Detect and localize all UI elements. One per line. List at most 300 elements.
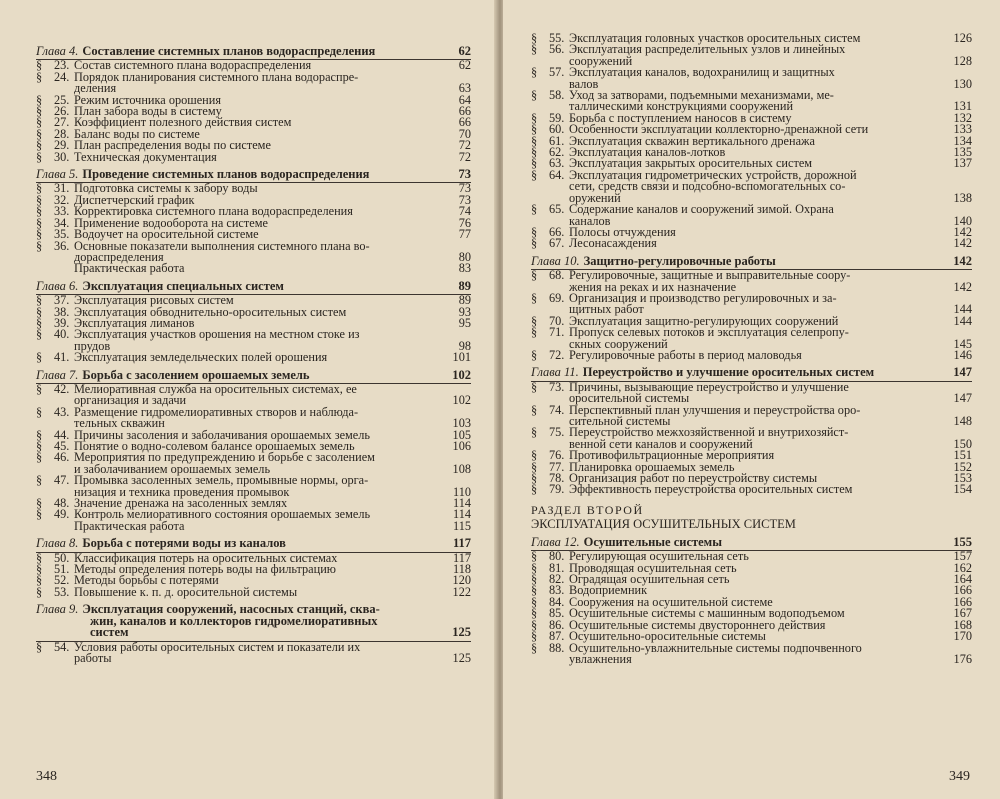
section-sign-icon: § xyxy=(531,402,538,417)
section-sign-icon: § xyxy=(531,640,538,655)
chapter-title: Переустройство и улучшение оросительных систем xyxy=(582,365,875,380)
section-title: План распределения воды по системе xyxy=(74,138,271,153)
section-number: 28. xyxy=(54,126,70,141)
section-sign-icon: § xyxy=(36,293,43,308)
section-title: Регулировочные работы в период маловодья xyxy=(569,347,802,362)
section-sign-icon: § xyxy=(531,110,538,125)
section-sign-icon: § xyxy=(36,115,43,130)
right-page xyxy=(503,0,1000,799)
section-sign-icon: § xyxy=(36,381,43,396)
chapter-title: Защитно-регулировочные работы xyxy=(583,253,776,268)
section-title: Эксплуатация земледельческих полей орошения xyxy=(74,350,328,365)
section-number: 59. xyxy=(549,110,565,125)
section-number: 26. xyxy=(54,104,70,119)
section-page: 122 xyxy=(452,584,471,599)
chapter-page: 62 xyxy=(458,44,471,58)
section-page: 89 xyxy=(458,293,471,308)
chapter-title: Борьба с потерями воды из каналов xyxy=(82,536,286,551)
section-page: 162 xyxy=(953,560,972,575)
section-number: 81. xyxy=(549,560,565,575)
section-number: 46. xyxy=(54,450,70,465)
toc-entry xyxy=(531,238,972,249)
section-title: Промывка засоленных земель, промывные нормы, орга- xyxy=(74,473,369,488)
section-page: 142 xyxy=(953,224,972,239)
section-title: Эксплуатация распределительных узлов и линейных xyxy=(569,42,846,57)
section-title: Применение водооборота на системе xyxy=(74,215,268,230)
section-title-continued: работы xyxy=(74,650,112,665)
section-sign-icon: § xyxy=(36,639,43,654)
section-number: 60. xyxy=(549,122,565,137)
section-sign-icon: § xyxy=(36,69,43,84)
section-title: Эксплуатация обводнительно-оросительных систем xyxy=(74,304,347,319)
section-number: 67. xyxy=(549,236,565,251)
section-sign-icon: § xyxy=(531,167,538,182)
section-sign-icon: § xyxy=(36,573,43,588)
section-number: 77. xyxy=(549,459,565,474)
page-number-left: 348 xyxy=(36,769,57,784)
section-sign-icon: § xyxy=(36,450,43,465)
section-number: 36. xyxy=(54,238,70,253)
section-number: 62. xyxy=(549,145,565,160)
section-page: 144 xyxy=(953,313,972,328)
section-number: 45. xyxy=(54,439,70,453)
section-page: 166 xyxy=(953,594,972,609)
section-number: 38. xyxy=(54,304,70,319)
chapter-title-wrap xyxy=(36,46,439,57)
left-page xyxy=(0,0,497,799)
section-number: 47. xyxy=(54,473,70,488)
section-title-continued: и заболачиванием орошаемых земель xyxy=(74,461,271,476)
section-page: 95 xyxy=(458,315,471,330)
chapter-title: Составление системных планов водораспределения xyxy=(82,44,376,58)
section-page: 137 xyxy=(953,156,972,171)
chapter-label: Глава 9. xyxy=(36,602,79,617)
chapter-title: Проведение системных планов водораспределения xyxy=(82,167,370,182)
toc-entry xyxy=(36,584,471,599)
section-number: 70. xyxy=(549,313,565,328)
toc-entry-continuation xyxy=(36,518,471,533)
section-number: 25. xyxy=(54,92,70,107)
section-number: 34. xyxy=(54,215,70,230)
chapter-title-wrap xyxy=(531,367,940,378)
section-page: 144 xyxy=(953,302,972,317)
section-sign-icon: § xyxy=(36,204,43,219)
section-number: 66. xyxy=(549,224,565,239)
section-number: 31. xyxy=(54,181,70,196)
section-title: Значение дренажа на засоленных землях xyxy=(74,496,288,511)
toc-entry xyxy=(36,352,471,363)
section-sign-icon: § xyxy=(36,584,43,599)
toc-entry xyxy=(531,484,972,495)
section-page: 176 xyxy=(953,651,972,666)
section-title: Причины засоления и заболачивания орошаемых земель xyxy=(74,427,371,442)
section-sign-icon: § xyxy=(531,268,538,283)
section-title-continued: жения на реках и их назначение xyxy=(569,279,737,294)
section-title: Противофильтрационные мероприятия xyxy=(569,448,775,463)
section-title: Условия работы оросительных систем и показатели их xyxy=(74,639,361,654)
section-number: 52. xyxy=(54,573,70,588)
section-page: 93 xyxy=(458,304,471,319)
section-page: 103 xyxy=(452,416,471,431)
toc-entry xyxy=(531,347,972,362)
section-number: 83. xyxy=(549,583,565,598)
section-page: 74 xyxy=(458,204,471,219)
section-title: Эксплуатация головных участков оросительных систем xyxy=(569,31,861,45)
chapter-page: 117 xyxy=(452,536,471,551)
section-sign-icon: § xyxy=(36,138,43,153)
section-page: 125 xyxy=(452,650,471,665)
section-sign-icon: § xyxy=(36,126,43,141)
section-title: Состав системного плана водораспределения xyxy=(74,58,312,73)
section-number: 82. xyxy=(549,572,565,587)
section-page: 145 xyxy=(953,336,972,351)
section-sign-icon: § xyxy=(531,583,538,598)
section-page: 115 xyxy=(453,518,471,533)
section-number: 29. xyxy=(54,138,70,153)
section-title: Мелиоративная служба на оросительных системах, ее xyxy=(74,381,357,396)
section-title: Осушительно-оросительные системы xyxy=(569,629,766,644)
section-sign-icon: § xyxy=(36,315,43,330)
section-sign-icon: § xyxy=(36,473,43,488)
section-title: Эксплуатация скважин вертикального дренажа xyxy=(569,133,816,148)
section-sign-icon: § xyxy=(531,560,538,575)
section-sign-icon: § xyxy=(36,550,43,565)
section-sign-icon: § xyxy=(531,347,538,362)
section-page: 142 xyxy=(953,236,972,251)
section-title: Методы определения потерь воды на фильтрацию xyxy=(74,562,336,577)
section-sign-icon: § xyxy=(531,482,538,497)
section-title: Борьба с поступлением наносов в систему xyxy=(569,110,792,125)
section-page: 132 xyxy=(953,110,972,125)
section-sign-icon: § xyxy=(36,350,43,365)
chapter-title: Эксплуатация сооружений, насосных станций, сква- xyxy=(82,602,380,617)
section-page: 73 xyxy=(458,181,471,196)
section-title: Диспетчерский график xyxy=(74,192,195,207)
chapter-label: Глава 6. xyxy=(36,278,79,293)
section-title-continued: венной сети каналов и сооружений xyxy=(569,436,753,451)
section-page: 76 xyxy=(458,215,471,230)
section-page: 80 xyxy=(458,249,471,264)
section-title: Эксплуатация каналов-лотков xyxy=(569,145,726,160)
section-sign-icon: § xyxy=(36,92,43,107)
section-number: 69. xyxy=(549,290,565,305)
section-title: Сооружения на осушительной системе xyxy=(569,594,773,609)
section-page: 101 xyxy=(452,350,471,365)
section-number: 42. xyxy=(54,381,70,396)
section-sign-icon: § xyxy=(531,133,538,148)
section-number: 55. xyxy=(549,31,565,45)
section-title: Уход за затворами, подъемными механизмами, ме- xyxy=(569,88,834,103)
section-number: 76. xyxy=(549,448,565,463)
chapter-title: Осушительные системы xyxy=(583,534,722,549)
section-title-continued: Практическая работа xyxy=(74,518,185,533)
section-number: 49. xyxy=(54,507,70,522)
section-title: Мероприятия по предупреждению и борьбе с засолением xyxy=(74,450,375,465)
section-title-continued: организация и задачи xyxy=(74,393,187,408)
section-number: 80. xyxy=(549,549,565,564)
section-title: Основные показатели выполнения системного плана во- xyxy=(74,238,370,253)
section-number: 65. xyxy=(549,202,565,217)
chapter-title-wrap xyxy=(531,534,940,549)
section-page: 157 xyxy=(953,549,972,564)
section-page: 154 xyxy=(953,482,972,497)
section-title-continued: Практическая работа xyxy=(74,261,185,276)
section-sign-icon: § xyxy=(36,238,43,253)
section-title: Эксплуатация защитно-регулирующих сооружений xyxy=(569,313,839,328)
section-page: 140 xyxy=(953,213,972,228)
section-page: 130 xyxy=(953,76,972,91)
section-sign-icon: § xyxy=(531,31,538,45)
section-number: 78. xyxy=(549,471,565,486)
section-title: Планировка орошаемых земель xyxy=(569,459,735,474)
section-page: 105 xyxy=(452,427,471,442)
section-sign-icon: § xyxy=(36,58,43,73)
section-page: 168 xyxy=(953,617,972,632)
section-number: 86. xyxy=(549,617,565,632)
chapter-label: Глава 7. xyxy=(36,367,79,382)
section-title: Эффективность переустройства оросительных систем xyxy=(569,482,853,497)
section-page: 73 xyxy=(458,192,471,207)
section-sign-icon: § xyxy=(36,507,43,522)
section-sign-icon: § xyxy=(531,224,538,239)
section-title: Коэффициент полезного действия систем xyxy=(74,115,292,130)
section-number: 64. xyxy=(549,167,565,182)
section-page: 114 xyxy=(453,496,471,511)
section-title: Проводящая осушительная сеть xyxy=(569,560,737,575)
section-title: Регулировочные, защитные и выправительные соору- xyxy=(569,268,851,283)
section-title: Особенности эксплуатации коллекторно-дренажной сети xyxy=(569,122,869,137)
section-title-continued: сети, средств связи и подсобно-вспомогательных со- xyxy=(569,179,846,194)
section-title-continued: низация и техника проведения промывок xyxy=(74,484,290,499)
section-sign-icon: § xyxy=(36,181,43,196)
section-title: Эксплуатация закрытых оросительных систем xyxy=(569,156,813,171)
section-sign-icon: § xyxy=(531,606,538,621)
section-page: 146 xyxy=(953,347,972,362)
chapter-title: Борьба с засолением орошаемых земель xyxy=(82,367,310,382)
section-title: Лесонасаждения xyxy=(569,236,657,251)
chapter-label: Глава 4. xyxy=(36,44,79,58)
section-page: 106 xyxy=(452,439,471,453)
section-page: 108 xyxy=(452,461,471,476)
section-page: 133 xyxy=(953,122,972,137)
section-page: 77 xyxy=(458,227,471,242)
toc-entry-continuation xyxy=(36,263,471,274)
section-page: 83 xyxy=(458,261,471,276)
section-title-continued: сооружений xyxy=(569,53,633,68)
section-number: 23. xyxy=(54,58,70,73)
chapter-title-wrap xyxy=(36,604,439,638)
section-page: 142 xyxy=(953,279,972,294)
section-sign-icon: § xyxy=(36,496,43,511)
section-page: 102 xyxy=(452,393,471,408)
section-title: Регулирующая осушительная сеть xyxy=(569,549,749,564)
section-number: 32. xyxy=(54,192,70,207)
section-page: 98 xyxy=(458,338,471,353)
chapter-page: 147 xyxy=(953,365,972,380)
section-title-continued: сительной системы xyxy=(569,414,671,428)
chapter-label: Глава 8. xyxy=(36,536,79,551)
section-sign-icon: § xyxy=(36,327,43,342)
section-title: Понятие о водно-солевом балансе орошаемых земель xyxy=(74,439,355,453)
section-sign-icon: § xyxy=(36,439,43,453)
section-number: 33. xyxy=(54,204,70,219)
section-number: 27. xyxy=(54,115,70,130)
section-page: 166 xyxy=(953,583,972,598)
section-sign-icon: § xyxy=(36,215,43,230)
chapter-title-wrap xyxy=(36,169,439,180)
section-page: 131 xyxy=(953,99,972,114)
section-title: Баланс воды по системе xyxy=(74,126,200,141)
section-title: Подготовка системы к забору воды xyxy=(74,181,258,196)
section-page: 114 xyxy=(453,507,471,522)
section-title: Эксплуатация каналов, водохранилищ и защитных xyxy=(569,65,835,80)
section-page: 134 xyxy=(953,133,972,148)
section-sign-icon: § xyxy=(531,156,538,171)
section-sign-icon: § xyxy=(531,459,538,474)
section-sign-icon: § xyxy=(36,304,43,319)
section-number: 84. xyxy=(549,594,565,609)
section-title: Эксплуатация гидрометрических устройств, дорожной xyxy=(569,167,857,182)
section-page: 72 xyxy=(458,138,471,153)
section-title-continued: таллическими конструкциями сооружений xyxy=(569,99,794,114)
section-page: 150 xyxy=(953,436,972,451)
section-sign-icon: § xyxy=(531,202,538,217)
section-number: 88. xyxy=(549,640,565,655)
section-number: 68. xyxy=(549,268,565,283)
section-number: 54. xyxy=(54,639,70,654)
section-title: Водоприемник xyxy=(569,583,648,598)
section-page: 151 xyxy=(953,448,972,463)
section-page: 135 xyxy=(953,145,972,160)
section-page: 63 xyxy=(458,81,471,96)
section-number: 40. xyxy=(54,327,70,342)
section-page: 62 xyxy=(458,58,471,73)
section-title-continued: тельных скважин xyxy=(74,416,165,431)
section-sign-icon: § xyxy=(531,594,538,609)
section-page: 64 xyxy=(458,92,471,107)
section-page: 72 xyxy=(458,149,471,164)
section-sign-icon: § xyxy=(531,290,538,305)
section-page: 164 xyxy=(953,572,972,587)
section-title: Осушительно-увлажнительные системы подпочвенного xyxy=(569,640,862,655)
section-title: План забора воды в систему xyxy=(74,104,222,119)
chapter-page: 125 xyxy=(452,625,471,640)
toc-entry-continuation xyxy=(531,651,972,666)
section-sign-icon: § xyxy=(531,549,538,564)
section-number: 35. xyxy=(54,227,70,242)
section-number: 57. xyxy=(549,65,565,80)
section-title-continued: прудов xyxy=(74,338,111,353)
section-page: 167 xyxy=(953,606,972,621)
toc-entry-continuation xyxy=(36,650,471,665)
section-title: Порядок планирования системного плана водораспре- xyxy=(74,69,359,84)
section-sign-icon: § xyxy=(531,471,538,486)
chapter-page: 142 xyxy=(953,253,972,268)
section-page: 147 xyxy=(953,391,972,406)
chapter-title-wrap xyxy=(36,538,439,549)
division-heading: РАЗДЕЛ ВТОРОЙ xyxy=(531,502,644,517)
section-number: 85. xyxy=(549,606,565,621)
section-number: 79. xyxy=(549,482,565,497)
section-number: 48. xyxy=(54,496,70,511)
section-title: Методы борьбы с потерями xyxy=(74,573,219,588)
section-sign-icon: § xyxy=(36,562,43,577)
section-number: 30. xyxy=(54,149,70,164)
section-title: Осушительные системы с машинным водоподъемом xyxy=(569,606,845,621)
section-title: Режим источника орошения xyxy=(74,92,222,107)
section-number: 61. xyxy=(549,133,565,148)
section-number: 63. xyxy=(549,156,565,171)
chapter-label: Глава 11. xyxy=(531,365,579,380)
chapter-title-wrap xyxy=(36,367,439,382)
section-title-continued: оросительной системы xyxy=(569,391,690,406)
chapter-title: Эксплуатация специальных систем xyxy=(82,278,284,293)
section-page: 128 xyxy=(953,53,972,68)
section-sign-icon: § xyxy=(531,88,538,103)
division-title: ЭКСПЛУАТАЦИЯ ОСУШИТЕЛЬНЫХ СИСТЕМ xyxy=(531,516,796,531)
section-number: 58. xyxy=(549,88,565,103)
section-title: Техническая документация xyxy=(74,149,217,164)
section-title: Осушительные системы двустороннего действия xyxy=(569,617,826,632)
section-sign-icon: § xyxy=(36,427,43,442)
chapter-title: жин, каналов и коллекторов гидромелиоративных xyxy=(90,613,378,628)
section-number: 71. xyxy=(549,325,565,340)
chapter-label: Глава 12. xyxy=(531,534,580,549)
section-title: Эксплуатация участков орошения на местном стоке из xyxy=(74,327,360,342)
section-title: Размещение гидромелиоративных створов и наблюда- xyxy=(74,404,359,419)
section-sign-icon: § xyxy=(531,42,538,57)
section-page: 110 xyxy=(453,484,471,499)
section-sign-icon: § xyxy=(531,379,538,394)
section-title-continued: каналов xyxy=(569,213,611,228)
section-number: 74. xyxy=(549,402,565,417)
chapter-title-wrap xyxy=(531,253,940,268)
section-page: 117 xyxy=(453,550,471,565)
section-number: 37. xyxy=(54,293,70,308)
chapter-page: 102 xyxy=(452,367,471,382)
section-number: 24. xyxy=(54,69,70,84)
table-of-contents-left xyxy=(36,46,471,664)
section-title: Оградящая осушительная сеть xyxy=(569,572,730,587)
chapter-title-line xyxy=(36,627,439,638)
section-sign-icon: § xyxy=(531,425,538,440)
section-title: Содержание каналов и сооружений зимой. Охрана xyxy=(569,202,834,217)
section-sign-icon: § xyxy=(531,122,538,137)
section-number: 75. xyxy=(549,425,565,440)
section-title: Организация и производство регулировочных и за- xyxy=(569,290,837,305)
section-number: 53. xyxy=(54,584,70,599)
section-number: 51. xyxy=(54,562,70,577)
section-sign-icon: § xyxy=(36,192,43,207)
section-page: 170 xyxy=(953,629,972,644)
section-sign-icon: § xyxy=(531,448,538,463)
section-title-continued: щитных работ xyxy=(569,302,644,317)
section-page: 148 xyxy=(953,414,972,428)
section-number: 44. xyxy=(54,427,70,442)
section-title-continued: деления xyxy=(74,81,117,96)
section-title-continued: валов xyxy=(569,76,599,91)
section-title: Корректировка системного плана водораспределения xyxy=(74,204,353,219)
section-sign-icon: § xyxy=(36,404,43,419)
chapter-page: 73 xyxy=(458,167,471,182)
section-sign-icon: § xyxy=(36,149,43,164)
chapter-title-wrap xyxy=(36,278,439,293)
section-title-continued: дораспределения xyxy=(74,249,164,264)
section-sign-icon: § xyxy=(36,227,43,242)
section-title: Классификация потерь на оросительных системах xyxy=(74,550,338,565)
section-page: 70 xyxy=(458,126,471,141)
section-sign-icon: § xyxy=(531,236,538,251)
